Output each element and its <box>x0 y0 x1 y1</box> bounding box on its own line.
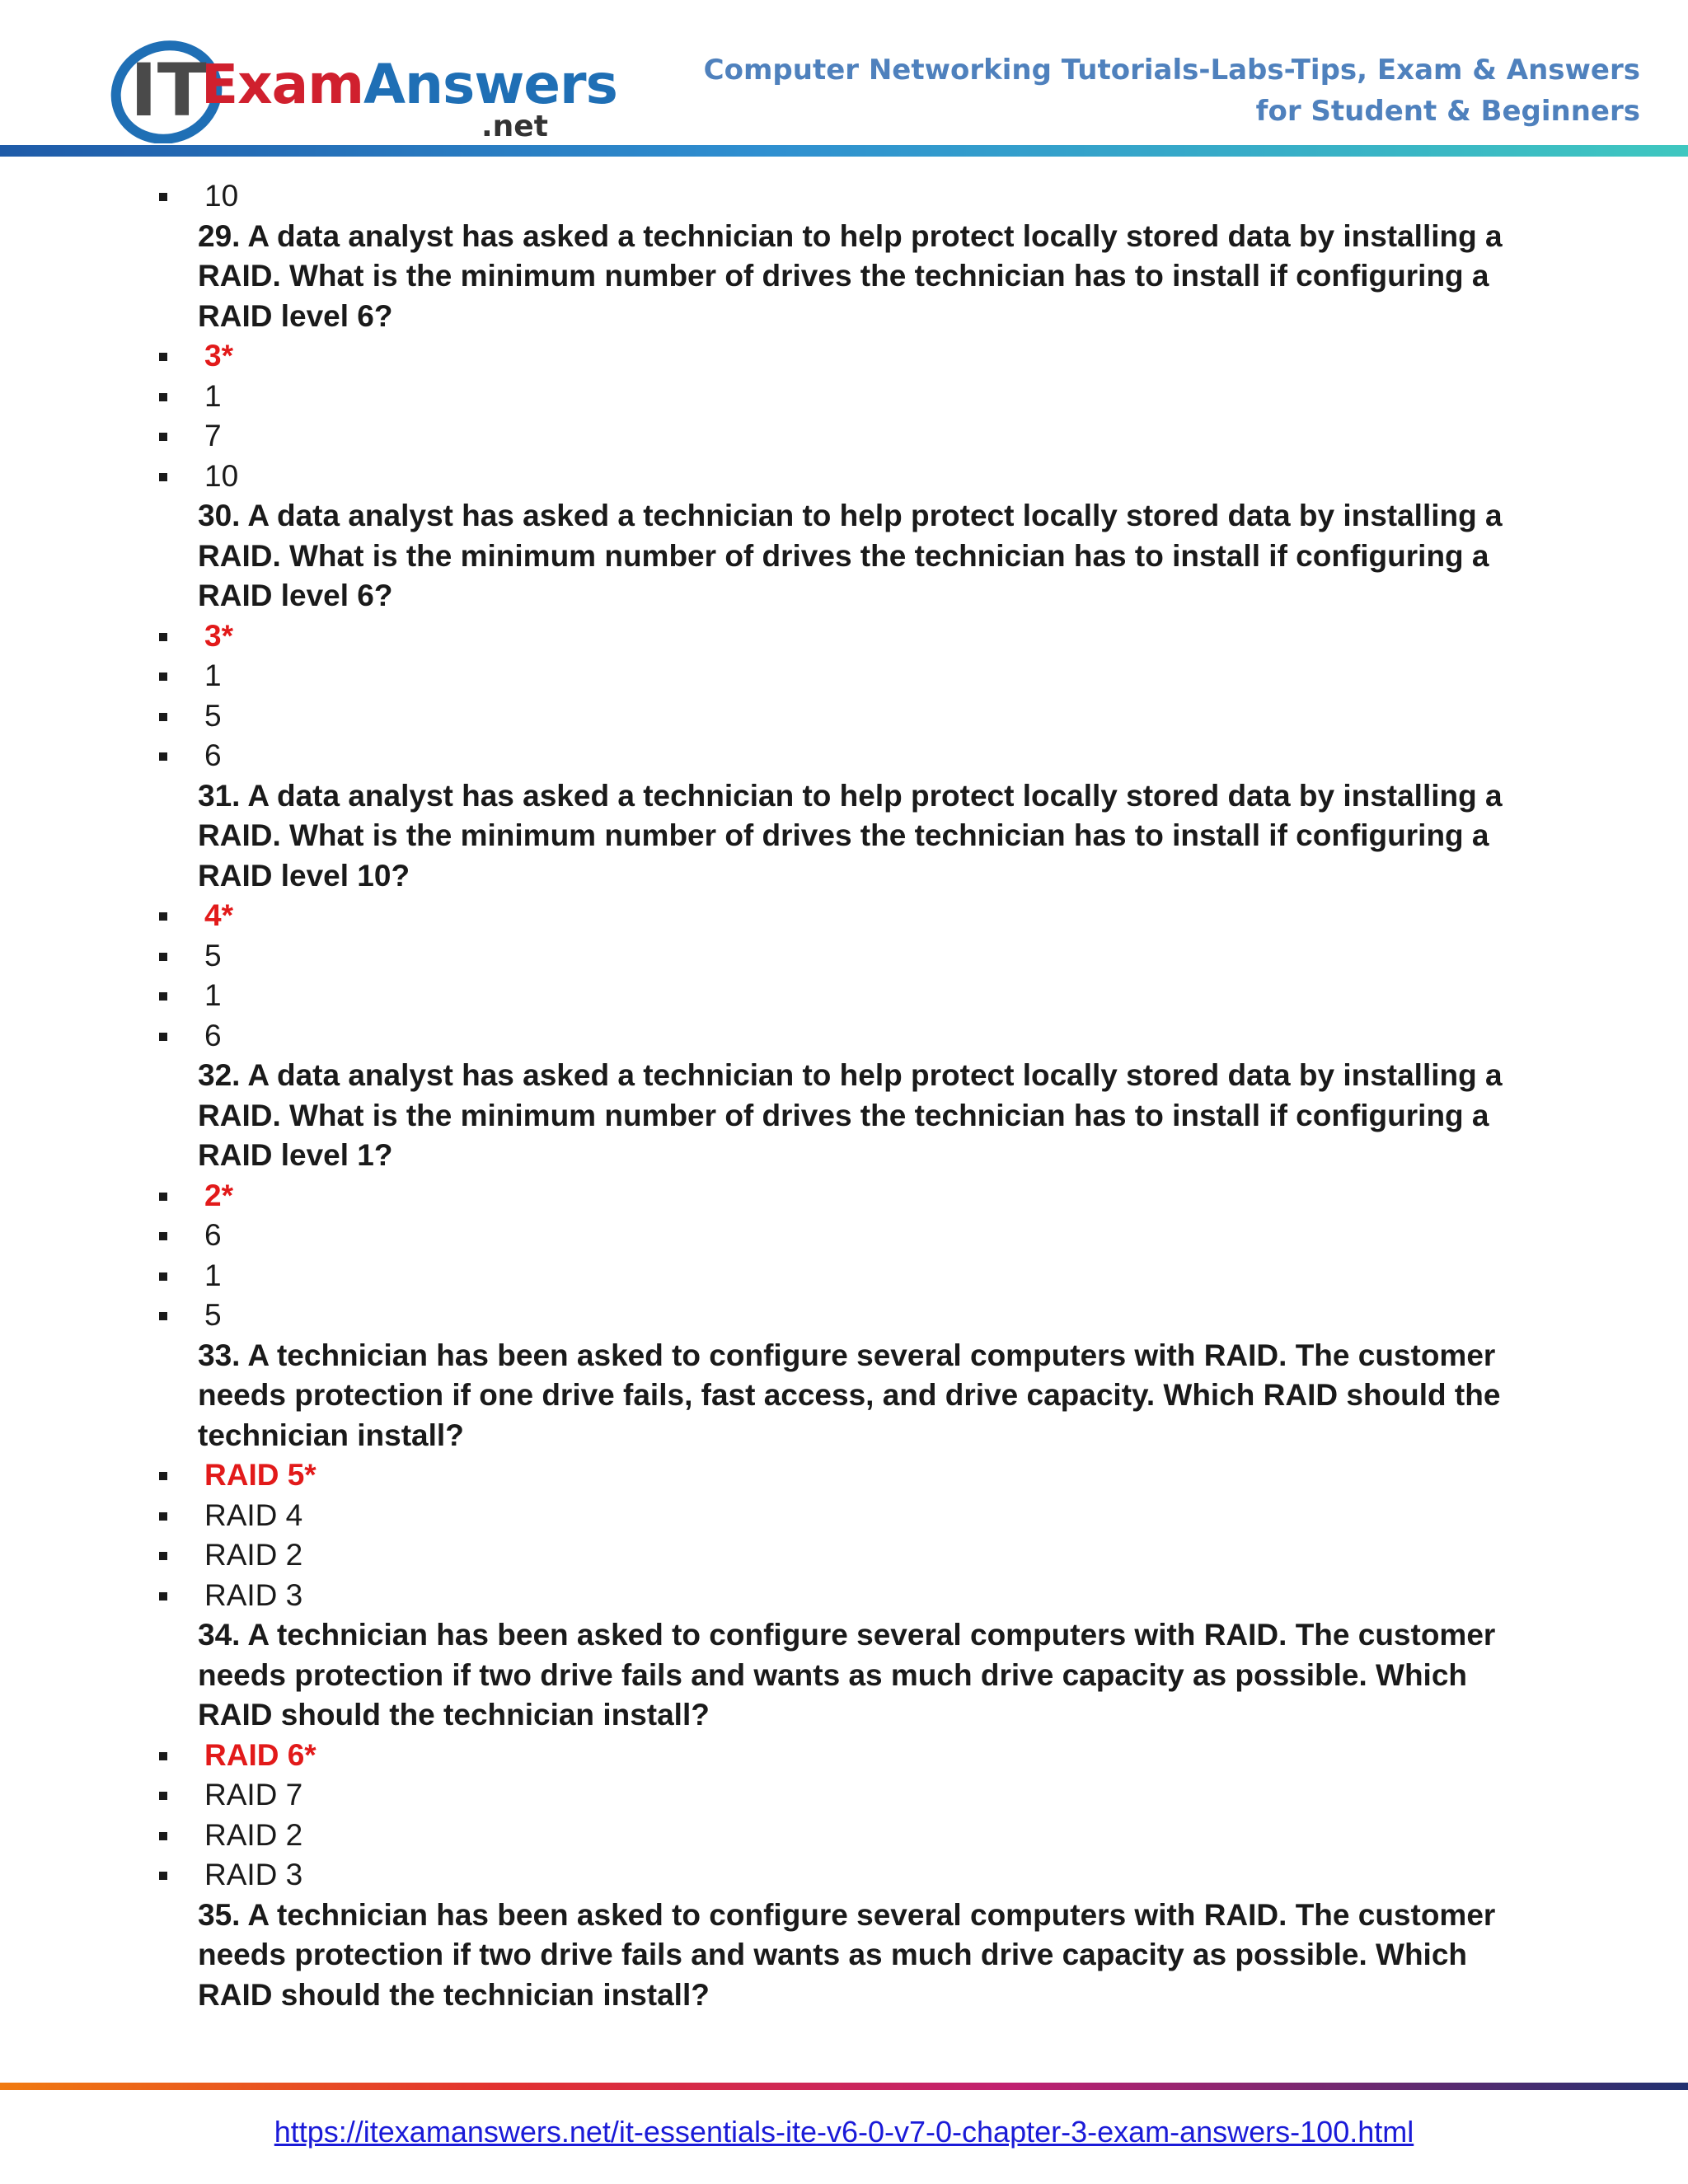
option-text: 5 <box>204 698 222 733</box>
bullet-icon <box>159 912 167 921</box>
answer-option <box>198 736 1550 776</box>
logo-it-text: IT <box>130 48 207 133</box>
option-text: RAID 2 <box>204 1817 303 1852</box>
footer-url-link[interactable]: https://itexamanswers.net/it-essentials-ite-v6-0-v7-0-chapter-3-exam-answers-100.html <box>274 2115 1414 2149</box>
logo-net-text: .net <box>481 110 548 143</box>
bullet-icon <box>159 433 167 441</box>
bullet-icon <box>159 1312 167 1320</box>
question-text: 35. A technician has been asked to configure several computers with RAID. The customer needs protection if two drive fails and wants as much drive capacity as possible. Which RAID should the technician install? <box>198 1897 1496 2012</box>
correct-answer-option <box>198 1736 1550 1776</box>
correct-answer-option <box>198 336 1550 377</box>
correct-answer-option <box>198 1176 1550 1216</box>
answer-option <box>198 377 1550 417</box>
question-text: 32. A data analyst has asked a technician to help protect locally stored data by installing a RAID. What is the minimum number of drives the technician has to install if configuring a RAID level 1? <box>198 1058 1503 1172</box>
bullet-icon <box>159 393 167 401</box>
answer-option <box>198 1855 1550 1896</box>
bullet-icon <box>159 713 167 721</box>
answer-option <box>198 176 1550 217</box>
answer-option <box>198 1775 1550 1816</box>
tagline-line-1: Computer Networking Tutorials-Labs-Tips, Exam & Answers <box>703 54 1640 87</box>
option-text: 1 <box>204 378 222 413</box>
question-text: 29. A data analyst has asked a technician to help protect locally stored data by installing a RAID. What is the minimum number of drives the technician has to install if configuring a RAID level 6? <box>198 218 1503 333</box>
bullet-icon <box>159 1592 167 1601</box>
bullet-icon <box>159 1232 167 1240</box>
bullet-icon <box>159 1512 167 1521</box>
answer-option <box>198 696 1550 737</box>
answer-option <box>198 1296 1550 1336</box>
option-text: RAID 5* <box>204 1458 316 1492</box>
option-text: RAID 7 <box>204 1778 303 1811</box>
tagline-line-2: for Student & Beginners <box>1255 95 1640 128</box>
bullet-icon <box>159 1832 167 1840</box>
option-text: RAID 3 <box>204 1858 303 1891</box>
option-text: 3* <box>204 339 233 373</box>
answer-option <box>198 1535 1550 1576</box>
option-text: RAID 2 <box>204 1538 303 1572</box>
bullet-icon <box>159 633 167 641</box>
option-text: 1 <box>204 1258 222 1292</box>
correct-answer-option <box>198 896 1550 936</box>
option-text: 5 <box>204 1298 222 1332</box>
question-text: 34. A technician has been asked to configure several computers with RAID. The customer needs protection if two drive fails and wants as much drive capacity as possible. Which RAID should the technician install? <box>198 1618 1496 1732</box>
answer-option <box>198 1576 1550 1616</box>
bullet-icon <box>159 473 167 481</box>
exam-content <box>198 176 1550 2015</box>
option-text: 6 <box>204 738 222 772</box>
option-text: 5 <box>204 938 222 972</box>
correct-answer-option <box>198 616 1550 657</box>
bullet-icon <box>159 353 167 361</box>
option-text: 1 <box>204 978 222 1012</box>
bullet-icon <box>159 193 167 201</box>
option-text: RAID 6* <box>204 1737 316 1772</box>
correct-answer-option <box>198 1455 1550 1496</box>
answer-option <box>198 656 1550 696</box>
option-text: RAID 4 <box>204 1497 303 1532</box>
logo-wordmark <box>201 53 617 116</box>
answer-option <box>198 976 1550 1016</box>
bullet-icon <box>159 992 167 1001</box>
answer-option <box>198 416 1550 457</box>
answer-option <box>198 936 1550 977</box>
answer-option <box>198 1216 1550 1256</box>
option-text: 10 <box>204 458 239 493</box>
logo-exam-text: Exam <box>201 53 363 116</box>
bullet-icon <box>159 1472 167 1480</box>
option-text: 1 <box>204 658 222 692</box>
bullet-icon <box>159 1552 167 1560</box>
question-text: 31. A data analyst has asked a technician to help protect locally stored data by installing a RAID. What is the minimum number of drives the technician has to install if configuring a RAID level 10? <box>198 778 1503 893</box>
bullet-icon <box>159 1193 167 1201</box>
answer-option <box>198 1256 1550 1296</box>
option-text: 10 <box>204 179 239 213</box>
option-text: 4* <box>204 898 233 932</box>
header-divider <box>0 145 1688 157</box>
option-text: 7 <box>204 419 222 452</box>
bullet-icon <box>159 953 167 961</box>
bullet-icon <box>159 1872 167 1880</box>
bullet-icon <box>159 752 167 761</box>
option-text: RAID 3 <box>204 1577 303 1612</box>
logo-answers-text: Answers <box>363 53 617 116</box>
option-text: 6 <box>204 1018 222 1052</box>
question-text: 30. A data analyst has asked a technician to help protect locally stored data by installing a RAID. What is the minimum number of drives the technician has to install if configuring a RAID level 6? <box>198 499 1503 612</box>
answer-option <box>198 1016 1550 1057</box>
option-text: 3* <box>204 618 233 653</box>
bullet-icon <box>159 1033 167 1041</box>
footer-divider <box>0 2083 1688 2090</box>
option-text: 6 <box>204 1218 222 1252</box>
answer-option <box>198 457 1550 497</box>
answer-option <box>198 1816 1550 1856</box>
site-tagline <box>704 49 1640 132</box>
question-text: 33. A technician has been asked to configure several computers with RAID. The customer needs protection if one drive fails, fast access, and drive capacity. Which RAID should the technician install? <box>198 1338 1501 1452</box>
bullet-icon <box>159 1752 167 1760</box>
option-text: 2* <box>204 1178 233 1212</box>
answer-option <box>198 1496 1550 1536</box>
site-logo[interactable] <box>109 35 617 143</box>
bullet-icon <box>159 1792 167 1800</box>
bullet-icon <box>159 673 167 681</box>
bullet-icon <box>159 1272 167 1281</box>
